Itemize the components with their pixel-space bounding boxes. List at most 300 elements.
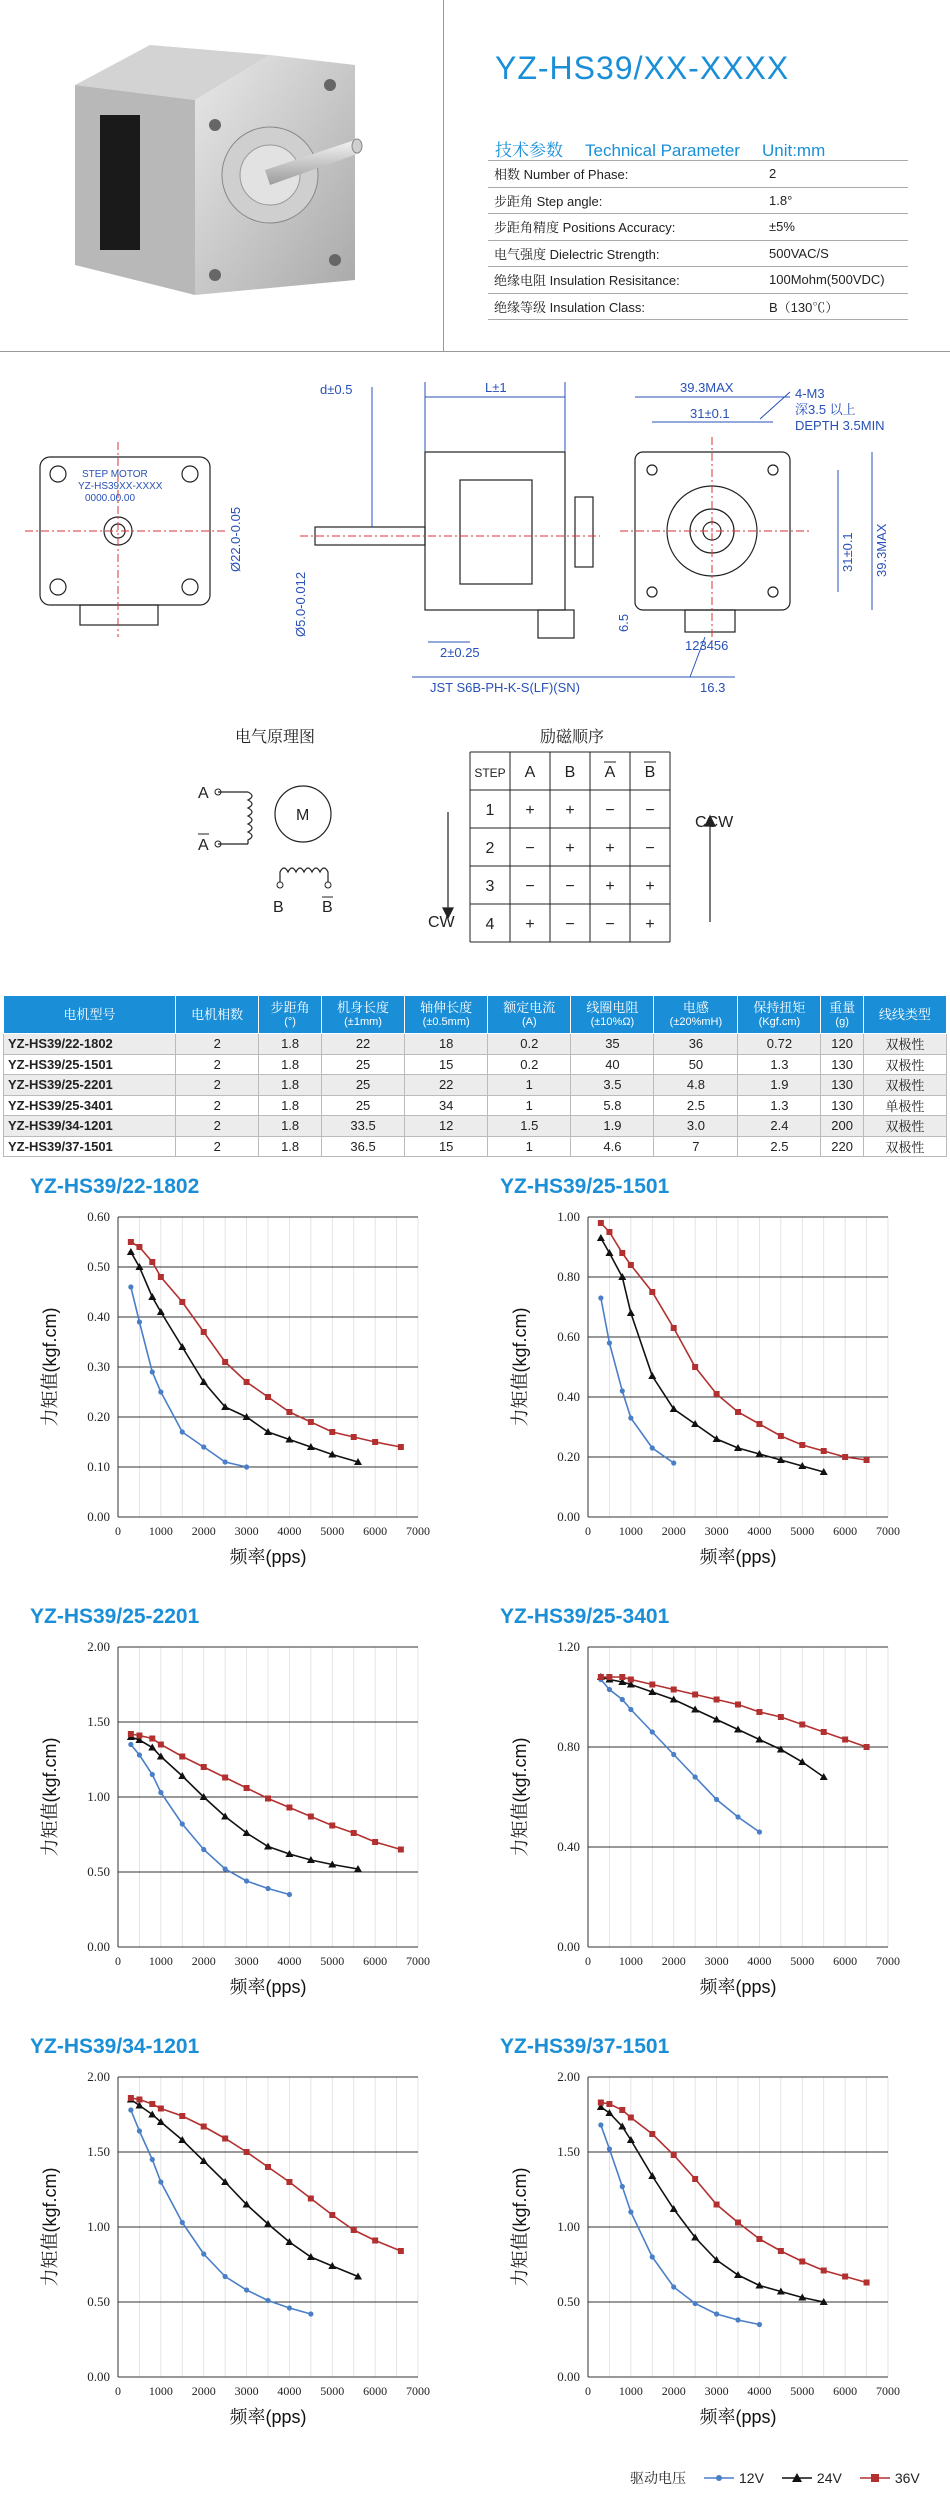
- spec-cell: 2.5: [738, 1136, 821, 1157]
- data-point: [244, 1785, 250, 1791]
- spec-cell: 130: [821, 1054, 863, 1075]
- data-point: [735, 2220, 741, 2226]
- spec-row: [4, 1034, 947, 1055]
- data-point: [606, 2101, 612, 2107]
- spec-cell: 130: [821, 1075, 863, 1096]
- data-point: [714, 2311, 719, 2316]
- data-point: [222, 1359, 228, 1365]
- data-point: [735, 1409, 741, 1415]
- data-point: [693, 1774, 698, 1779]
- spec-header-line1: 机身长度: [337, 999, 390, 1015]
- param-row: [488, 214, 908, 241]
- data-point: [628, 2115, 634, 2121]
- dim-boss: Ø22.0-0.05: [228, 506, 243, 572]
- header-divider: [443, 0, 444, 352]
- spec-cell: 5.8: [571, 1095, 654, 1116]
- dim-depth-cn: 深3.5 以上: [795, 402, 856, 417]
- x-tick-label: 5000: [320, 1954, 345, 1968]
- x-tick-label: 7000: [406, 1954, 430, 1968]
- spec-header: [821, 996, 863, 1034]
- data-point: [136, 2097, 142, 2103]
- face-label-code: 0000.00.00: [85, 493, 136, 504]
- series-line-36V: [131, 1734, 401, 1850]
- spec-header: [176, 996, 259, 1034]
- data-point: [671, 2152, 677, 2158]
- spec-cell: 120: [821, 1034, 863, 1055]
- data-point: [842, 2274, 848, 2280]
- y-tick-label: 0.50: [87, 1259, 110, 1274]
- model-title: YZ-HS39/XX-XXXX: [495, 50, 790, 86]
- data-point: [223, 2274, 228, 2279]
- data-point: [620, 2184, 625, 2189]
- data-point: [671, 1752, 676, 1757]
- data-point: [148, 1293, 156, 1300]
- spec-cell: 1.8: [259, 1136, 322, 1157]
- data-point: [178, 1343, 186, 1350]
- wire-b-bar: B: [322, 899, 333, 916]
- data-point: [778, 2248, 784, 2254]
- wire-a-bar: A: [198, 837, 209, 854]
- data-point: [150, 1772, 155, 1777]
- sequence-ccw: CCW: [695, 814, 734, 831]
- dim-pitch: 31±0.1: [690, 406, 730, 421]
- motor-photo: [55, 25, 385, 315]
- spec-cell: 双极性: [863, 1034, 946, 1055]
- spec-header-line1: 线圈电阻: [586, 999, 639, 1015]
- data-point: [128, 1239, 134, 1245]
- y-tick-label: 1.20: [557, 1639, 580, 1654]
- x-tick-label: 3000: [234, 1524, 259, 1538]
- sequence-cell: −: [605, 802, 615, 819]
- y-tick-label: 0.00: [87, 1509, 110, 1524]
- data-point: [619, 2107, 625, 2113]
- data-point: [671, 1325, 677, 1331]
- dim-conn-w: 16.3: [700, 680, 726, 695]
- data-point: [628, 1262, 634, 1268]
- param-value: 1.8°: [763, 187, 908, 214]
- sequence-cell: +: [525, 802, 535, 819]
- spec-cell: 1.8: [259, 1095, 322, 1116]
- chart-title: YZ-HS39/22-1802: [30, 1175, 200, 1198]
- x-axis-label: 频率(pps): [229, 2407, 307, 2427]
- data-point: [372, 1839, 378, 1845]
- x-tick-label: 1000: [148, 1524, 173, 1538]
- data-point: [620, 1388, 625, 1393]
- x-tick-label: 3000: [704, 1954, 729, 1968]
- spec-cell: 18: [405, 1034, 488, 1055]
- data-point: [606, 1229, 612, 1235]
- data-point: [244, 1878, 249, 1883]
- header-section: [0, 0, 950, 352]
- spec-cell: 2: [176, 1136, 259, 1157]
- y-tick-label: 0.20: [87, 1409, 110, 1424]
- data-point: [649, 2131, 655, 2137]
- data-point: [735, 1814, 740, 1819]
- spec-cell: 220: [821, 1136, 863, 1157]
- spec-header: [488, 996, 571, 1034]
- spec-cell: 1.5: [488, 1116, 571, 1137]
- y-tick-label: 1.00: [87, 1789, 110, 1804]
- data-point: [180, 1429, 185, 1434]
- x-tick-label: 1000: [618, 2384, 643, 2398]
- x-tick-label: 5000: [790, 1524, 815, 1538]
- data-point: [149, 2101, 155, 2107]
- data-point: [158, 1389, 163, 1394]
- param-value: B（130℃）: [763, 293, 908, 320]
- spec-header-line2: (°): [284, 1015, 296, 1028]
- param-value: 500VAC/S: [763, 240, 908, 267]
- data-point: [351, 1830, 357, 1836]
- dim-l: L±1: [485, 380, 507, 395]
- x-tick-label: 0: [115, 1954, 121, 1968]
- x-tick-label: 3000: [234, 2384, 259, 2398]
- data-point: [148, 2111, 156, 2118]
- spec-cell: 双极性: [863, 1136, 946, 1157]
- chart-plot: [0, 2055, 470, 2465]
- x-tick-label: 4000: [277, 2384, 302, 2398]
- param-label: 步距角精度 Positions Accuracy:: [488, 214, 763, 241]
- data-point: [201, 1847, 206, 1852]
- data-point: [135, 2102, 143, 2109]
- spec-cell: 130: [821, 1095, 863, 1116]
- spec-table: [3, 995, 947, 1157]
- sequence-cell: +: [645, 916, 655, 933]
- x-tick-label: 3000: [704, 1524, 729, 1538]
- data-point: [244, 1379, 250, 1385]
- data-point: [158, 2179, 163, 2184]
- data-point: [308, 2196, 314, 2202]
- data-point: [201, 1444, 206, 1449]
- dim-width: 39.3MAX: [680, 380, 734, 395]
- sequence-cell: −: [645, 802, 655, 819]
- y-tick-label: 0.30: [87, 1359, 110, 1374]
- sequence-cell: −: [525, 840, 535, 857]
- data-point: [628, 2209, 633, 2214]
- param-value: 100Mohm(500VDC): [763, 267, 908, 294]
- spec-header-line1: 保持扭矩: [753, 999, 806, 1015]
- y-tick-label: 0.10: [87, 1459, 110, 1474]
- spec-cell: 50: [654, 1054, 738, 1075]
- param-row: [488, 267, 908, 294]
- wire-a: A: [198, 785, 209, 802]
- spec-cell: 36.5: [321, 1136, 404, 1157]
- data-point: [308, 2311, 313, 2316]
- spec-row: [4, 1054, 947, 1075]
- data-point: [798, 1758, 806, 1765]
- series-line-24V: [601, 1677, 824, 1777]
- data-point: [265, 1886, 270, 1891]
- data-point: [735, 2317, 740, 2322]
- spec-row: [4, 1095, 947, 1116]
- data-point: [136, 1244, 142, 1250]
- data-point: [650, 1445, 655, 1450]
- spec-cell: 22: [405, 1075, 488, 1096]
- spec-row: [4, 1116, 947, 1137]
- data-point: [597, 1234, 605, 1241]
- x-tick-label: 7000: [406, 2384, 430, 2398]
- param-heading-unit: Unit:mm: [761, 141, 826, 160]
- x-axis-label: 频率(pps): [699, 1547, 777, 1567]
- data-point: [607, 1340, 612, 1345]
- y-axis-label: 力矩值(kgf.cm): [40, 1307, 60, 1427]
- spec-cell: 2.5: [654, 1095, 738, 1116]
- data-point: [180, 1821, 185, 1826]
- data-point: [693, 2301, 698, 2306]
- param-label: 相数 Number of Phase:: [488, 161, 763, 188]
- y-tick-label: 0.50: [87, 2294, 110, 2309]
- data-point: [620, 1697, 625, 1702]
- data-point: [799, 1722, 805, 1728]
- x-tick-label: 7000: [876, 1524, 900, 1538]
- data-point: [149, 1736, 155, 1742]
- y-tick-label: 0.80: [557, 1739, 580, 1754]
- legend-marker-icon: [782, 2472, 812, 2484]
- data-point: [619, 1674, 625, 1680]
- data-point: [735, 1702, 741, 1708]
- data-point: [606, 1674, 612, 1680]
- data-point: [329, 1823, 335, 1829]
- chart-plot: [470, 2055, 940, 2465]
- param-label: 绝缘电阻 Insulation Resisitance:: [488, 267, 763, 294]
- spec-header: [321, 996, 404, 1034]
- spec-cell: 2: [176, 1116, 259, 1137]
- data-point: [598, 2100, 604, 2106]
- data-point: [158, 1742, 164, 1748]
- data-point: [287, 2305, 292, 2310]
- x-tick-label: 3000: [234, 1954, 259, 1968]
- data-point: [179, 2113, 185, 2119]
- y-tick-label: 2.00: [87, 2069, 110, 2084]
- x-tick-label: 2000: [191, 1954, 216, 1968]
- legend-item: [782, 2470, 842, 2486]
- y-tick-label: 0.50: [557, 2294, 580, 2309]
- data-point: [628, 1677, 634, 1683]
- data-point: [137, 2128, 142, 2133]
- data-point: [158, 2106, 164, 2112]
- data-point: [222, 2136, 228, 2142]
- x-tick-label: 4000: [277, 1954, 302, 1968]
- sequence-cw: CW: [428, 914, 455, 931]
- spec-header: [405, 996, 488, 1034]
- data-point: [351, 1434, 357, 1440]
- y-tick-label: 0.50: [87, 1864, 110, 1879]
- x-tick-label: 6000: [833, 2384, 858, 2398]
- spec-cell: 2: [176, 1075, 259, 1096]
- y-axis-label: 力矩值(kgf.cm): [510, 2167, 530, 2287]
- x-axis-label: 频率(pps): [699, 1977, 777, 1997]
- data-point: [265, 1796, 271, 1802]
- legend-item: [860, 2470, 920, 2486]
- data-point: [649, 1682, 655, 1688]
- data-point: [372, 1439, 378, 1445]
- spec-model: YZ-HS39/37-1501: [4, 1136, 176, 1157]
- series-line-12V: [131, 1287, 247, 1467]
- data-point: [648, 2172, 656, 2179]
- spec-header-line1: 重量: [829, 999, 856, 1015]
- data-point: [842, 1454, 848, 1460]
- data-point: [398, 2248, 404, 2254]
- face-label-motor: STEP MOTOR: [82, 469, 148, 480]
- data-point: [692, 2176, 698, 2182]
- y-tick-label: 0.40: [557, 1389, 580, 1404]
- data-point: [734, 2271, 742, 2278]
- data-point: [308, 1814, 314, 1820]
- chart-plot: [470, 1625, 940, 2035]
- data-point: [757, 1829, 762, 1834]
- data-point: [265, 2164, 271, 2170]
- data-point: [127, 1248, 135, 1255]
- spec-cell: 3.5: [571, 1075, 654, 1096]
- data-point: [627, 1309, 635, 1316]
- data-point: [692, 1692, 698, 1698]
- dim-shaft: Ø5.0-0.012: [293, 571, 308, 637]
- data-point: [136, 1733, 142, 1739]
- param-heading-en: Technical Parameter: [585, 141, 740, 160]
- x-tick-label: 4000: [747, 2384, 772, 2398]
- y-tick-label: 0.60: [557, 1329, 580, 1344]
- x-axis-label: 频率(pps): [229, 1977, 307, 1997]
- x-tick-label: 1000: [618, 1954, 643, 1968]
- spec-header-line1: 电机相数: [191, 1007, 244, 1022]
- chart-6: [470, 2035, 940, 2465]
- data-point: [821, 2268, 827, 2274]
- spec-header: [4, 996, 176, 1034]
- data-point: [628, 1415, 633, 1420]
- y-tick-label: 0.20: [557, 1449, 580, 1464]
- data-point: [671, 1687, 677, 1693]
- data-point: [605, 2109, 613, 2116]
- spec-cell: 单极性: [863, 1095, 946, 1116]
- chart-title: YZ-HS39/25-1501: [500, 1175, 670, 1198]
- data-point: [201, 1764, 207, 1770]
- x-tick-label: 7000: [876, 2384, 900, 2398]
- data-point: [150, 2157, 155, 2162]
- x-tick-label: 6000: [363, 1524, 388, 1538]
- y-tick-label: 0.00: [557, 2369, 580, 2384]
- data-point: [222, 1775, 228, 1781]
- spec-header-line2: (±1mm): [344, 1015, 382, 1028]
- legend-text: 36V: [894, 2470, 920, 2486]
- param-heading-cn: 技术参数: [495, 141, 563, 160]
- spec-cell: 双极性: [863, 1075, 946, 1096]
- data-point: [264, 1428, 272, 1435]
- legend-label: 驱动电压: [630, 2470, 686, 2486]
- spec-header-line1: 电机型号: [63, 1007, 116, 1022]
- chart-title: YZ-HS39/37-1501: [500, 2035, 670, 2058]
- spec-cell: 1: [488, 1136, 571, 1157]
- spec-cell: 3.0: [654, 1116, 738, 1137]
- data-point: [286, 1409, 292, 1415]
- dim-pins: 123456: [685, 638, 729, 653]
- x-tick-label: 0: [115, 1524, 121, 1538]
- data-point: [398, 1847, 404, 1853]
- chart-1: [0, 1175, 470, 1605]
- data-point: [149, 1259, 155, 1265]
- data-point: [200, 1378, 208, 1385]
- spec-model: YZ-HS39/34-1201: [4, 1116, 176, 1137]
- data-point: [180, 2220, 185, 2225]
- chart-plot: [0, 1195, 470, 1605]
- data-point: [329, 1429, 335, 1435]
- spec-cell: 4.8: [654, 1075, 738, 1096]
- data-point: [244, 2287, 249, 2292]
- spec-cell: 2: [176, 1054, 259, 1075]
- param-row: [488, 187, 908, 214]
- sequence-cell: 4: [485, 916, 495, 933]
- spec-cell: 2.4: [738, 1116, 821, 1137]
- data-point: [329, 2212, 335, 2218]
- data-point: [714, 1797, 719, 1802]
- x-tick-label: 0: [585, 1954, 591, 1968]
- x-tick-label: 2000: [661, 1954, 686, 1968]
- spec-model: YZ-HS39/25-1501: [4, 1054, 176, 1075]
- x-tick-label: 4000: [277, 1524, 302, 1538]
- data-point: [223, 1459, 228, 1464]
- spec-header-line1: 步距角: [270, 999, 310, 1015]
- spec-cell: 2: [176, 1095, 259, 1116]
- data-point: [648, 1372, 656, 1379]
- data-point: [201, 2124, 207, 2130]
- data-point: [128, 2095, 134, 2101]
- x-tick-label: 1000: [148, 1954, 173, 1968]
- spec-cell: 0.2: [488, 1054, 571, 1075]
- x-tick-label: 4000: [747, 1524, 772, 1538]
- chart-title: YZ-HS39/34-1201: [30, 2035, 200, 2058]
- data-point: [179, 1299, 185, 1305]
- data-point: [598, 1674, 604, 1680]
- x-tick-label: 6000: [363, 1954, 388, 1968]
- y-tick-label: 2.00: [87, 1639, 110, 1654]
- data-point: [128, 1731, 134, 1737]
- chart-legend: [630, 2468, 920, 2488]
- spec-cell: 0.72: [738, 1034, 821, 1055]
- spec-cell: 40: [571, 1054, 654, 1075]
- y-tick-label: 0.00: [87, 2369, 110, 2384]
- dim-pitch-v: 31±0.1: [840, 532, 855, 572]
- y-tick-label: 1.50: [87, 2144, 110, 2159]
- data-point: [179, 1754, 185, 1760]
- data-point: [842, 1737, 848, 1743]
- data-point: [265, 1394, 271, 1400]
- series-line-24V: [601, 2107, 824, 2302]
- y-tick-label: 1.00: [87, 2219, 110, 2234]
- param-label: 步距角 Step angle:: [488, 187, 763, 214]
- chart-title: YZ-HS39/25-2201: [30, 1605, 200, 1628]
- spec-cell: 25: [321, 1075, 404, 1096]
- data-point: [756, 2236, 762, 2242]
- data-point: [158, 1790, 163, 1795]
- dim-d: d±0.5: [320, 382, 353, 397]
- chart-plot: [0, 1625, 470, 2035]
- chart-4: [470, 1605, 940, 2035]
- spec-cell: 12: [405, 1116, 488, 1137]
- data-point: [799, 2259, 805, 2265]
- x-tick-label: 6000: [833, 1524, 858, 1538]
- wiring-title: 电气原理图: [235, 729, 316, 746]
- y-tick-label: 2.00: [557, 2069, 580, 2084]
- param-label: 电气强度 Dielectric Strength:: [488, 240, 763, 267]
- data-point: [628, 1707, 633, 1712]
- data-point: [820, 1773, 828, 1780]
- drawing-section: [0, 352, 950, 992]
- x-tick-label: 0: [585, 1524, 591, 1538]
- data-point: [307, 2253, 315, 2260]
- data-point: [671, 2284, 676, 2289]
- data-point: [713, 1435, 721, 1442]
- x-tick-label: 4000: [747, 1954, 772, 1968]
- dim-conn-h: 6.5: [616, 613, 631, 632]
- y-tick-label: 0.00: [557, 1509, 580, 1524]
